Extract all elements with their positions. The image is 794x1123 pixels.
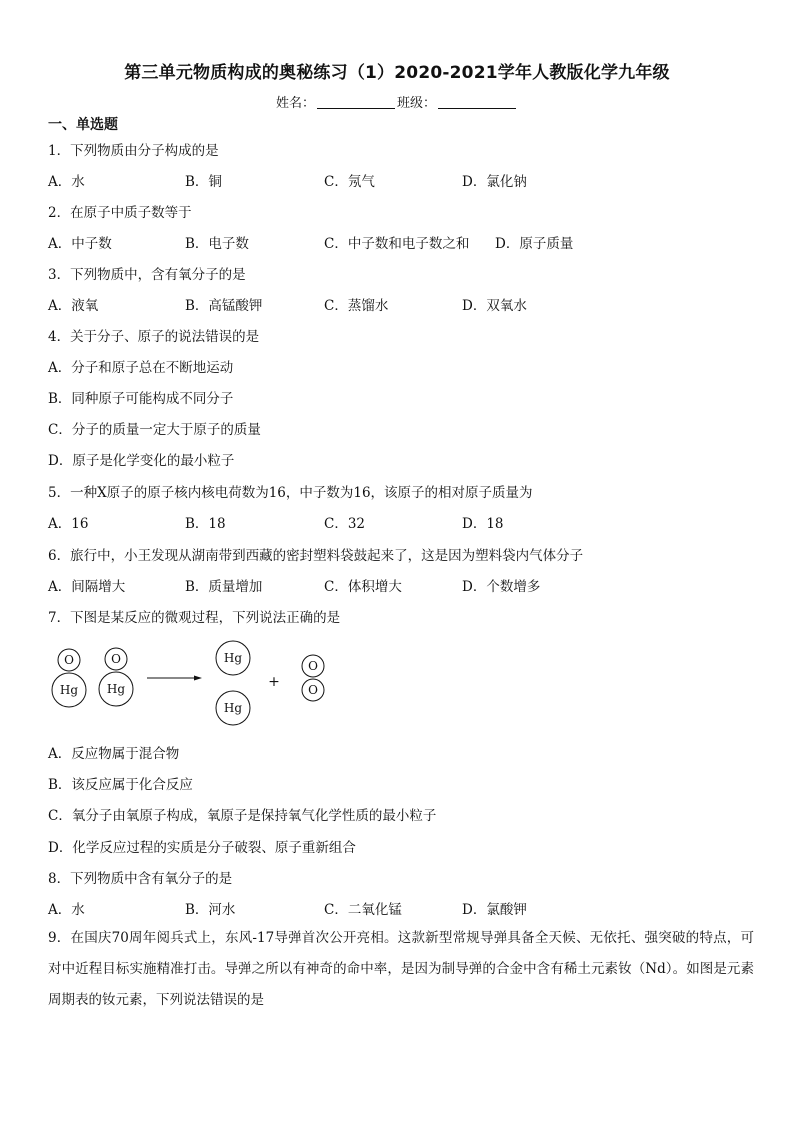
oxygen-label: O: [111, 652, 121, 666]
reaction-arrowhead: [194, 676, 202, 681]
mercury-label: Hg: [106, 682, 126, 696]
name-label: 姓名：: [275, 96, 315, 111]
oxygen-label: O: [308, 683, 318, 697]
option[interactable]: C．蒸馏水: [324, 298, 389, 314]
question-stem: 3．下列物质中，含有氧分子的是: [48, 267, 246, 283]
option[interactable]: D．18: [462, 516, 504, 532]
option[interactable]: D．氯化钠: [462, 174, 527, 190]
oxygen-label: O: [308, 659, 318, 673]
option-row: [48, 512, 748, 532]
question-stem: 8．下列物质中含有氧分子的是: [48, 871, 233, 887]
option[interactable]: B．同种原子可能构成不同分子: [48, 391, 234, 407]
question-stem: 9．在国庆70周年阅兵式上，东风-17导弹首次公开亮相。这款新型常规导弹具备全天候、无依托、强突破的特点，可对中近程目标实施精准打击。导弹之所以有神奇的命中率，是因为制导弹的合金中含有稀土元素钕（Nd）。如图是元素周期表的钕元素，下列说法错误的是: [48, 930, 754, 1008]
class-label: 班级：: [397, 96, 437, 111]
option[interactable]: D．原子是化学变化的最小粒子: [48, 453, 235, 469]
page-title: 第三单元物质构成的奥秘练习（1）2020-2021学年人教版化学九年级: [124, 63, 670, 83]
option[interactable]: D．个数增多: [462, 579, 541, 595]
question-stem: 4．关于分子、原子的说法错误的是: [48, 329, 260, 345]
option[interactable]: C．32: [324, 516, 366, 532]
option[interactable]: B．18: [185, 516, 226, 532]
option[interactable]: C．体积增大: [324, 579, 402, 595]
option[interactable]: C．中子数和电子数之和: [324, 236, 470, 252]
option[interactable]: C．氖气: [324, 174, 375, 190]
mercury-label: Hg: [223, 651, 243, 665]
option[interactable]: A．16: [48, 516, 89, 532]
oxygen-label: O: [64, 653, 74, 667]
option[interactable]: D．化学反应过程的实质是分子破裂、原子重新组合: [48, 840, 356, 856]
option[interactable]: C．分子的质量一定大于原子的质量: [48, 422, 261, 438]
name-blank[interactable]: [317, 96, 395, 109]
option[interactable]: D．原子质量: [495, 236, 574, 252]
question-stem: 1．下列物质由分子构成的是: [48, 143, 219, 159]
reaction-diagram: [40, 636, 360, 732]
option[interactable]: D．双氧水: [462, 298, 527, 314]
class-blank[interactable]: [438, 96, 516, 109]
question-stem: 5．一种X原子的原子核内核电荷数为16，中子数为16，该原子的相对原子质量为: [48, 485, 533, 501]
option-row: [48, 232, 748, 252]
question-stem: 7．下图是某反应的微观过程，下列说法正确的是: [48, 610, 341, 626]
option[interactable]: C．二氧化锰: [324, 902, 402, 918]
option[interactable]: B．该反应属于化合反应: [48, 777, 193, 793]
option[interactable]: A．反应物属于混合物: [48, 746, 180, 762]
option[interactable]: A．水: [48, 902, 85, 918]
question-stem: 2．在原子中质子数等于: [48, 205, 192, 221]
option[interactable]: D．氯酸钾: [462, 902, 527, 918]
option[interactable]: A．分子和原子总在不断地运动: [48, 360, 234, 376]
option-row: [48, 898, 748, 918]
option[interactable]: C．氧分子由氧原子构成，氧原子是保持氧气化学性质的最小粒子: [48, 808, 437, 824]
option-row: [48, 170, 748, 190]
option[interactable]: B．高锰酸钾: [185, 298, 263, 314]
mercury-label: Hg: [59, 683, 79, 697]
option-row: [48, 575, 748, 595]
mercury-label: Hg: [223, 701, 243, 715]
option[interactable]: B．电子数: [185, 236, 249, 252]
option[interactable]: B．铜: [185, 174, 222, 190]
option[interactable]: A．水: [48, 174, 85, 190]
option[interactable]: A．液氧: [48, 298, 99, 314]
plus-sign: +: [268, 674, 280, 690]
option[interactable]: A．中子数: [48, 236, 112, 252]
option[interactable]: B．河水: [185, 902, 236, 918]
question-stem: 6．旅行中，小王发现从湖南带到西藏的密封塑料袋鼓起来了，这是因为塑料袋内气体分子: [48, 548, 584, 564]
option[interactable]: A．间隔增大: [48, 579, 126, 595]
student-info: [0, 92, 794, 111]
section-heading: 一、单选题: [48, 117, 118, 133]
option-row: [48, 294, 748, 314]
option[interactable]: B．质量增加: [185, 579, 263, 595]
